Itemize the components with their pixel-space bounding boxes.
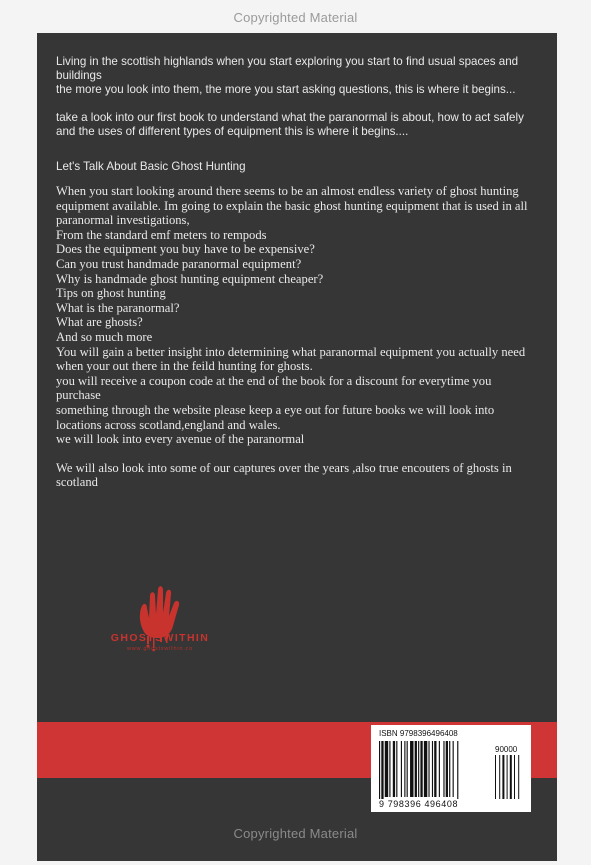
body-line: From the standard emf meters to rempods (56, 227, 267, 242)
body-line: when your out there in the feild hunting for ghosts. (56, 359, 313, 374)
barcode-digits: 9 798396 496408 (379, 799, 459, 809)
isbn-barcode (371, 725, 531, 812)
body-line: And so much more (56, 329, 153, 344)
intro-line-1: Living in the scottish highlands when you start exploring you start to find usual spaces and buildings the more you look into them, the more you start asking questions, this is where it begins... (56, 55, 519, 97)
body-line: You will gain a better insight into determining what paranormal equipment you actually need (56, 344, 526, 359)
body-line: you will receive a coupon code at the end of the book for a discount for everytime you purchase (56, 373, 492, 403)
intro-text (56, 55, 534, 152)
logo-website: www.ghostswithin.co (127, 646, 193, 652)
logo-brand-name: GHOSTSWITHIN (110, 632, 210, 644)
isbn-label: ISBN 9798396496408 (379, 729, 458, 738)
body-line: locations across scotland,england and wales. (56, 417, 281, 432)
body-line: paranormal investigations, (56, 213, 190, 228)
body-line: What are ghosts? (56, 315, 143, 330)
body-line: we will look into every avenue of the paranormal (56, 432, 305, 447)
closing-line: scotland (56, 475, 98, 490)
body-line: Does the equipment you buy have to be expensive? (56, 242, 315, 257)
closing-line: We will also look into some of our captures over the years ,also true encouters of ghosts in (56, 460, 512, 475)
watermark-top: Copyrighted Material (233, 10, 358, 25)
body-line: Can you trust handmade paranormal equipment? (56, 256, 302, 271)
body-line: What is the paranormal? (56, 300, 180, 315)
body-line: Why is handmade ghost hunting equipment cheaper? (56, 271, 324, 286)
section-heading: Let's Talk About Basic Ghost Hunting (56, 160, 246, 173)
price-code: 90000 (495, 745, 518, 754)
body-line: equipment available. Im going to explain the basic ghost hunting equipment that is used in all (56, 198, 528, 213)
body-line: something through the website please keep a eye out for future books we will look into (56, 402, 495, 417)
body-line: When you start looking around there seems to be an almost endless variety of ghost hunting (56, 184, 519, 198)
watermark-bottom: Copyrighted Material (233, 826, 358, 841)
body-text (56, 184, 534, 490)
body-line: Tips on ghost hunting (56, 286, 166, 301)
intro-line-2: take a look into our first book to understand what the paranormal is about, how to act safely and the uses of different types of equipment this is where it begins.... (56, 110, 524, 138)
